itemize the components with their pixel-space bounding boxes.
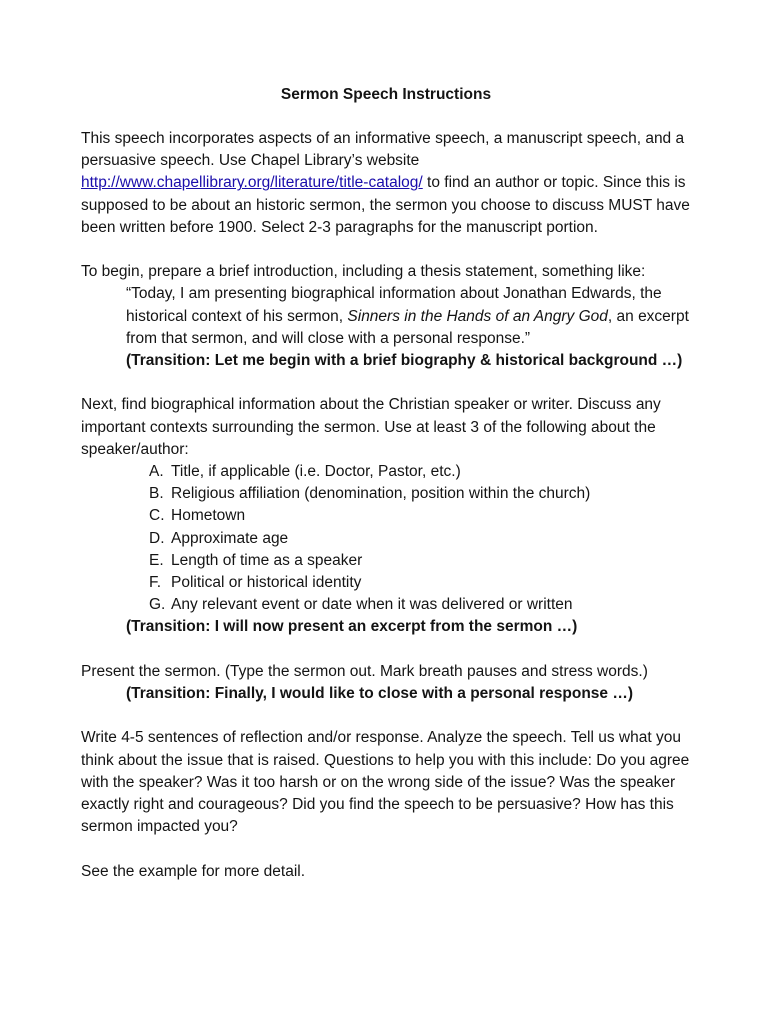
quote-part-1: “Today, I am presenting biographical information about Jonathan Edwards, the historical context of his sermon, (126, 285, 662, 325)
document-page (81, 84, 691, 883)
transition-biography: (Transition: Let me begin with a brief biography & historical background …) (126, 352, 683, 370)
paragraph-gap (81, 705, 691, 727)
next-paragraph: Next, find biographical information about the Christian speaker or writer. Discuss any important contexts surrounding the sermon. Use at least 3 of the following about the speaker/author: (81, 396, 661, 458)
list-item-text: Title, if applicable (i.e. Doctor, Pastor, etc.) (171, 463, 461, 481)
list-marker: G. (149, 596, 166, 614)
thesis-example-quote (81, 283, 691, 350)
list-marker: A. (149, 463, 164, 481)
speaker-details-list (81, 461, 691, 616)
intro-text-before-link: This speech incorporates aspects of an informative speech, a manuscript speech, and a persuasive speech. Use Chapel Library’s website (81, 130, 685, 170)
list-marker: F. (149, 574, 162, 592)
list-item (149, 594, 691, 616)
reflection-paragraph: Write 4-5 sentences of reflection and/or response. Analyze the speech. Tell us what you think about the issue that is raised. Questions to help you with this include: Do you agree with the speaker? Was it too harsh or on the wrong side of the issue? Was the speaker exactly right and courageous? Did you find the speech to be persuasive? How has this sermon impacted you? (81, 729, 690, 836)
list-item (149, 550, 691, 572)
list-item-text: Any relevant event or date when it was delivered or written (171, 596, 573, 614)
closing-line: See the example for more detail. (81, 862, 306, 880)
document-title: Sermon Speech Instructions (280, 86, 492, 103)
paragraph-gap (81, 838, 691, 860)
sermon-title-italic: Sinners in the Hands of an Angry God (347, 307, 608, 325)
list-item-text: Hometown (171, 507, 246, 525)
list-marker: B. (149, 485, 164, 503)
list-item (149, 505, 691, 527)
list-marker: D. (149, 529, 165, 547)
list-marker: C. (149, 507, 165, 525)
list-item (149, 461, 691, 483)
list-item-text: Religious affiliation (denomination, position within the church) (171, 485, 591, 503)
paragraph-gap (81, 372, 691, 394)
list-marker: E. (149, 551, 164, 569)
begin-lead: To begin, prepare a brief introduction, including a thesis statement, something like: (81, 263, 646, 281)
list-item-text: Approximate age (171, 529, 289, 547)
list-item (149, 528, 691, 550)
present-paragraph: Present the sermon. (Type the sermon out. Mark breath pauses and stress words.) (81, 662, 648, 680)
list-item-text: Length of time as a speaker (171, 551, 363, 569)
paragraph-gap (81, 639, 691, 661)
paragraph-gap (81, 239, 691, 261)
list-item-text: Political or historical identity (171, 574, 362, 592)
chapel-library-link[interactable]: http://www.chapellibrary.org/literature/title-catalog/ (81, 174, 423, 192)
transition-response: (Transition: Finally, I would like to close with a personal response …) (126, 685, 633, 703)
list-item (149, 572, 691, 594)
transition-excerpt: (Transition: I will now present an excerpt from the sermon …) (126, 618, 578, 636)
intro-paragraph (81, 128, 691, 239)
list-item (149, 483, 691, 505)
quote-part-2: , an excerpt from that sermon, and will close with a personal response.” (126, 307, 689, 347)
intro-text-after-link: to find an author or topic. Since this is supposed to be about an historic sermon, the sermon you choose to discuss MUST have been written before 1900. Select 2-3 paragraphs for the manuscript portion. (81, 174, 690, 236)
